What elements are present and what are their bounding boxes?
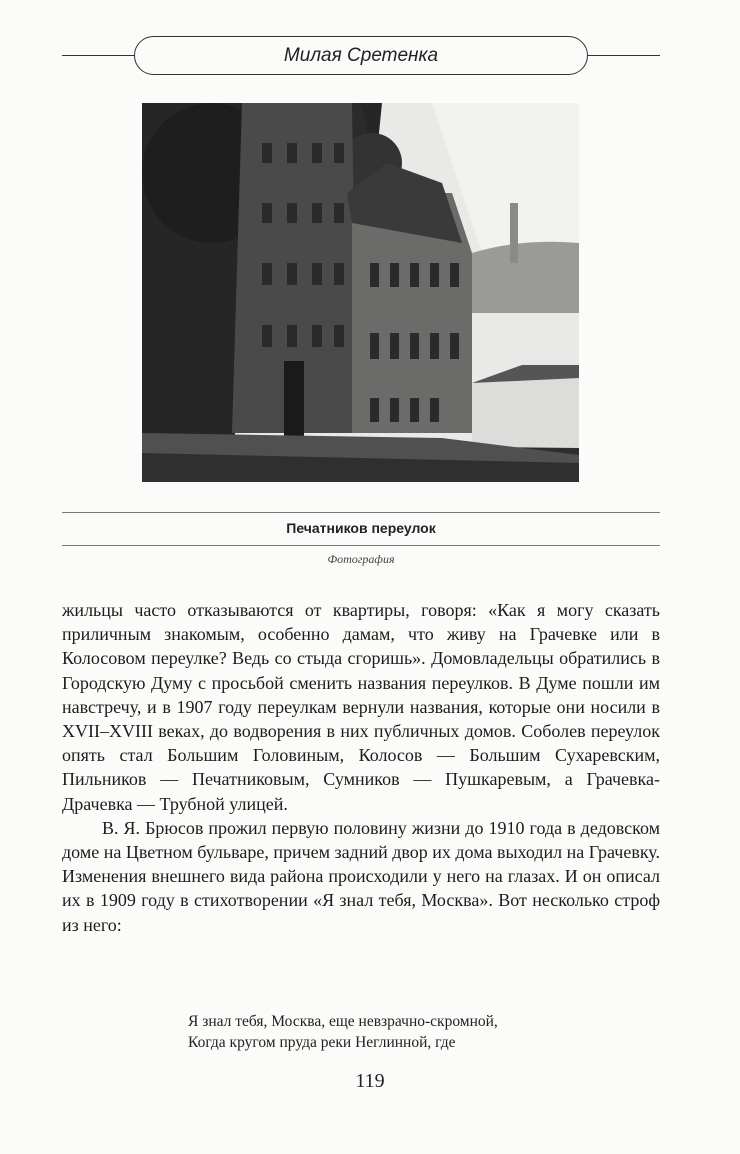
header-title: Милая Сретенка [283,44,439,66]
header-frame [134,36,588,75]
running-header [62,36,660,76]
caption-rule-top [62,512,660,513]
body-paragraph: В. Я. Брюсов прожил первую половину жизни до 1910 года в дедовском доме на Цветном бульваре, причем задний двор их дома выходил на Грачевку. Изменения внешнего вида района происходили у него на глазах. И он описал их в 1909 году в стихотворении «Я знал тебя, Москва». Вот несколько строф из него: [62,817,661,935]
figure-credit: Фотография [327,552,395,566]
street-photograph [142,103,579,482]
figure-caption: Печатников переулок [286,520,436,536]
poem-line: Когда кругом пруда реки Неглинной, где [188,1034,456,1051]
caption-rule-bottom [62,545,660,546]
body-paragraph: жильцы часто отказываются от квартиры, говоря: «Как я могу сказать приличным знакомым, особенно дамам, что живу на Грачевке или в Колосовом переулке? Ведь со стыда сгоришь». Домовладельцы обратились в Городскую Думу с просьбой сменить названия переулков. В Думе пошли им навстречу, и в 1907 году переулкам вернули названия, которые они носили в XVII–XVIII веках, до водворения в них публичных домов. Соболев переулок опять стал Большим Головиным, Колосов — Большим Сухаревским, Пильников — Печатниковым, Сумников — Пушкаревым, а Грачевка-Драчевка — Трубной улицей. [62,600,660,814]
poem-line: Я знал тебя, Москва, еще невзрачно-скромной, [188,1013,498,1030]
poem-excerpt [188,1011,498,1053]
page-number: 119 [355,1070,385,1092]
body-text [62,598,660,937]
